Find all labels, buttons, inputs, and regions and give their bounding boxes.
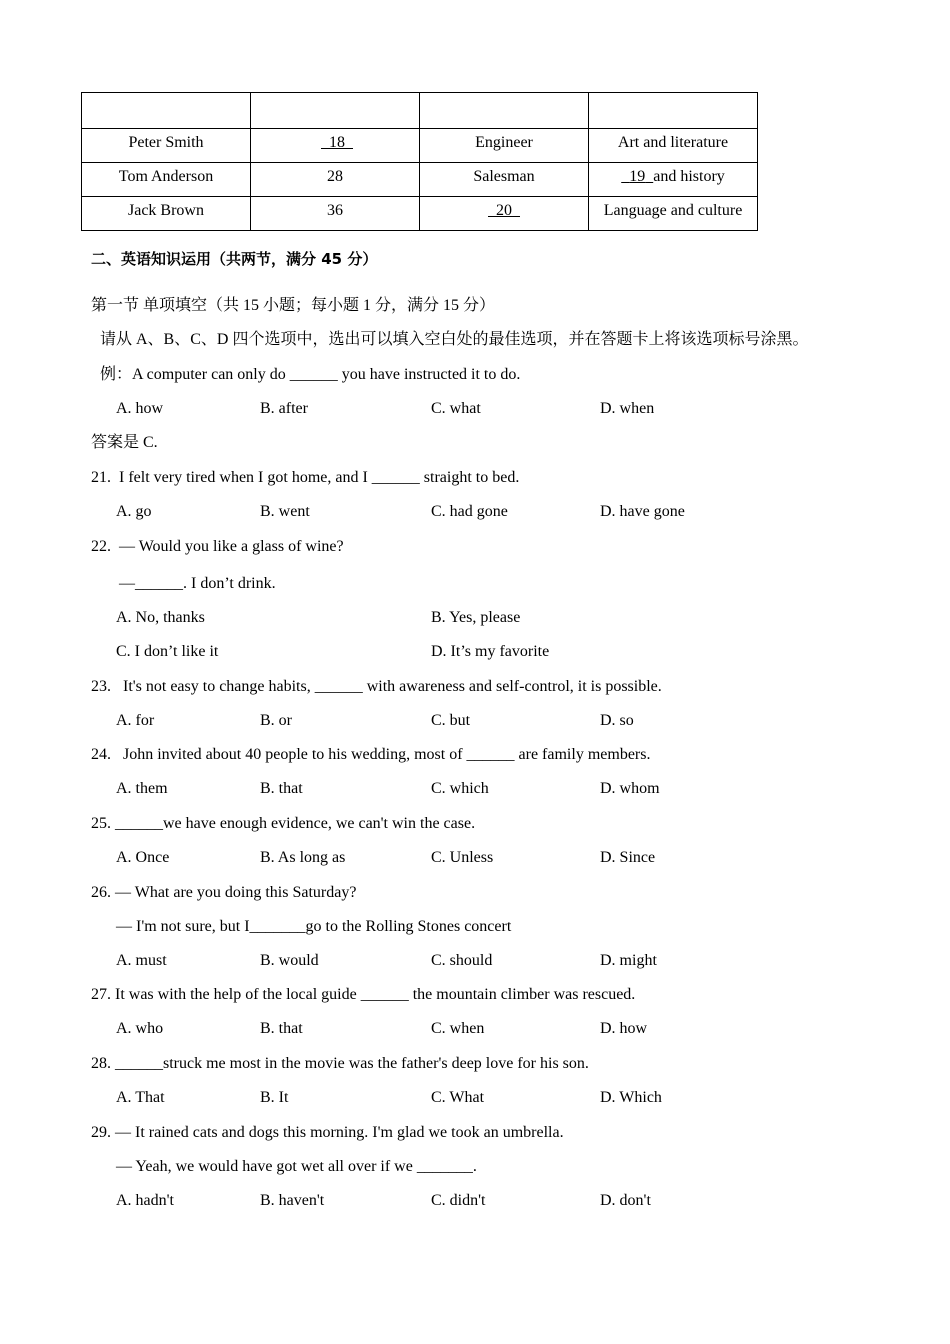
question-29 bbox=[91, 1123, 564, 1143]
question-text-2: — I'm not sure, but I_______go to the Rolling Stones concert bbox=[116, 918, 512, 935]
example-option-b: B. after bbox=[260, 400, 308, 417]
question-text-2: —______. I don’t drink. bbox=[119, 575, 276, 592]
question-text-2: — Yeah, we would have got wet all over if we _______. bbox=[116, 1158, 477, 1175]
option-a: A. who bbox=[116, 1020, 164, 1037]
question-number: 29. bbox=[91, 1124, 111, 1141]
option-c: C. didn't bbox=[431, 1192, 486, 1209]
option-c: C. I don’t like it bbox=[116, 643, 219, 660]
question-22 bbox=[91, 537, 344, 557]
question-23 bbox=[91, 677, 662, 697]
table-row bbox=[82, 197, 758, 231]
section-title: 二、英语知识运用（共两节，满分 45 分） bbox=[91, 250, 378, 268]
option-a: A. must bbox=[116, 952, 167, 969]
question-text: It was with the help of the local guide ______ the mountain climber was rescued. bbox=[115, 986, 636, 1003]
table-cell-job: Engineer bbox=[420, 129, 589, 163]
question-text: — Would you like a glass of wine? bbox=[119, 538, 344, 555]
table-cell-age bbox=[251, 129, 420, 163]
question-number: 24. bbox=[91, 746, 111, 763]
table-cell bbox=[251, 93, 420, 129]
question-number: 28. bbox=[91, 1055, 111, 1072]
option-c: C. Unless bbox=[431, 849, 494, 866]
part-title: 第一节 单项填空（共 15 小题；每小题 1 分，满分 15 分） bbox=[91, 297, 496, 314]
question-text: It's not easy to change habits, ______ with awareness and self-control, it is possible. bbox=[123, 678, 662, 695]
table-cell-name: Tom Anderson bbox=[82, 163, 251, 197]
option-d: D. It’s my favorite bbox=[431, 643, 550, 660]
info-table bbox=[81, 92, 758, 231]
option-b: B. went bbox=[260, 503, 310, 520]
table-row bbox=[82, 129, 758, 163]
question-21 bbox=[91, 468, 519, 488]
option-d: D. how bbox=[600, 1020, 648, 1037]
question-number: 25. bbox=[91, 815, 111, 832]
option-b: B. would bbox=[260, 952, 319, 969]
table-header-row bbox=[82, 93, 758, 129]
option-a: A. hadn't bbox=[116, 1192, 174, 1209]
table-cell bbox=[589, 93, 758, 129]
option-b: B. that bbox=[260, 1020, 303, 1037]
table-cell-age: 28 bbox=[251, 163, 420, 197]
table-cell-job: Salesman bbox=[420, 163, 589, 197]
option-c: C. which bbox=[431, 780, 489, 797]
example-option-c: C. what bbox=[431, 400, 481, 417]
question-26 bbox=[91, 883, 356, 903]
question-text: John invited about 40 people to his wedding, most of ______ are family members. bbox=[123, 746, 651, 763]
question-24 bbox=[91, 745, 650, 765]
table-cell-interest: Language and culture bbox=[589, 197, 758, 231]
interest-rest: and history bbox=[653, 168, 725, 185]
answer: 答案是 C. bbox=[91, 434, 158, 451]
table-cell bbox=[420, 93, 589, 129]
table-cell-interest: Art and literature bbox=[589, 129, 758, 163]
question-text: ______struck me most in the movie was the father's deep love for his son. bbox=[115, 1055, 589, 1072]
question-28 bbox=[91, 1054, 589, 1074]
table-cell-interest bbox=[589, 163, 758, 197]
table-cell-age: 36 bbox=[251, 197, 420, 231]
question-27 bbox=[91, 985, 635, 1005]
option-d: D. have gone bbox=[600, 503, 685, 520]
option-a: A. them bbox=[116, 780, 168, 797]
option-a: A. go bbox=[116, 503, 152, 520]
option-d: D. Which bbox=[600, 1089, 662, 1106]
option-d: D. might bbox=[600, 952, 657, 969]
question-text: — What are you doing this Saturday? bbox=[115, 884, 357, 901]
blank-20: 20 bbox=[496, 202, 512, 219]
option-c: C. had gone bbox=[431, 503, 508, 520]
option-d: D. Since bbox=[600, 849, 656, 866]
option-b: B. As long as bbox=[260, 849, 346, 866]
question-25 bbox=[91, 814, 475, 834]
example-option-d: D. when bbox=[600, 400, 655, 417]
blank-19: 19 bbox=[629, 168, 646, 185]
table-row bbox=[82, 163, 758, 197]
option-a: A. No, thanks bbox=[116, 609, 205, 626]
question-number: 26. bbox=[91, 884, 111, 901]
option-b: B. Yes, please bbox=[431, 609, 521, 626]
option-c: C. when bbox=[431, 1020, 485, 1037]
blank-18: 18 bbox=[329, 134, 345, 151]
option-b: B. or bbox=[260, 712, 292, 729]
table-cell-job bbox=[420, 197, 589, 231]
question-number: 22. bbox=[91, 538, 111, 555]
option-c: C. but bbox=[431, 712, 471, 729]
option-b: B. that bbox=[260, 780, 303, 797]
question-number: 23. bbox=[91, 678, 111, 695]
table-cell-name: Jack Brown bbox=[82, 197, 251, 231]
option-d: D. don't bbox=[600, 1192, 651, 1209]
option-d: D. whom bbox=[600, 780, 660, 797]
question-text: — It rained cats and dogs this morning. I'm glad we took an umbrella. bbox=[115, 1124, 564, 1141]
instruction: 请从 A、B、C、D 四个选项中，选出可以填入空白处的最佳选项，并在答题卡上将该选项标号涂黑。 bbox=[100, 331, 809, 348]
example: 例：A computer can only do ______ you have instructed it to do. bbox=[100, 366, 521, 383]
question-text: ______we have enough evidence, we can't win the case. bbox=[115, 815, 476, 832]
question-number: 27. bbox=[91, 986, 111, 1003]
option-b: B. It bbox=[260, 1089, 289, 1106]
option-d: D. so bbox=[600, 712, 634, 729]
question-number: 21. bbox=[91, 469, 111, 486]
option-c: C. should bbox=[431, 952, 493, 969]
option-b: B. haven't bbox=[260, 1192, 325, 1209]
example-option-a: A. how bbox=[116, 400, 164, 417]
option-a: A. Once bbox=[116, 849, 170, 866]
option-a: A. for bbox=[116, 712, 155, 729]
question-text: I felt very tired when I got home, and I ______ straight to bed. bbox=[119, 469, 520, 486]
table-cell bbox=[82, 93, 251, 129]
option-a: A. That bbox=[116, 1089, 165, 1106]
option-c: C. What bbox=[431, 1089, 485, 1106]
table-cell-name: Peter Smith bbox=[82, 129, 251, 163]
